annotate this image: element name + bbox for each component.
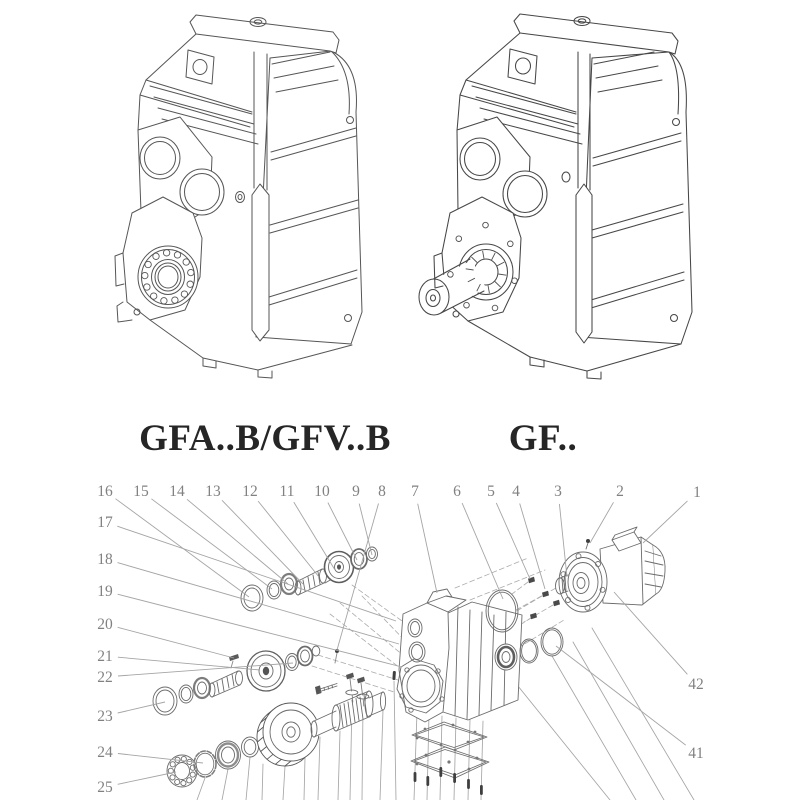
- callout-11: 11: [279, 483, 295, 501]
- callout-13: 13: [205, 483, 221, 501]
- callout-leader-9: [359, 504, 372, 555]
- callout-12: 12: [242, 483, 258, 501]
- callout-23: 23: [97, 708, 113, 726]
- callout-leader-20: [118, 627, 234, 658]
- callout-leader-1: [643, 501, 688, 543]
- callout-25: 25: [97, 779, 113, 797]
- callout-24: 24: [97, 744, 113, 762]
- callout-41: 41: [688, 745, 704, 763]
- callout-22: 22: [97, 669, 113, 687]
- gasket-and-cover-plate: [411, 722, 489, 778]
- front-screw: [392, 671, 396, 680]
- callout-16: 16: [97, 483, 113, 501]
- callout-layer: [97, 483, 704, 796]
- model-caption-gf: GF..: [508, 418, 578, 459]
- callout-14: 14: [169, 483, 185, 501]
- motor: [556, 527, 666, 612]
- callout-leader-5: [496, 503, 530, 579]
- gearbox-drawing-gf: [419, 14, 692, 379]
- oil-seal: [216, 741, 241, 769]
- callout-leader-4: [520, 504, 545, 590]
- callout-leader-11: [294, 502, 335, 570]
- callout-1: 1: [693, 484, 701, 502]
- side-panel: [580, 52, 692, 344]
- callout-6: 6: [453, 483, 461, 501]
- flange-screws: [528, 577, 560, 619]
- callout-leader-42: [614, 592, 687, 674]
- callout-leader-7: [418, 504, 437, 593]
- callout-15: 15: [133, 483, 149, 501]
- callout-3: 3: [554, 483, 562, 501]
- model-caption-gfab-gfvb: GFA..B/GFV..B: [139, 418, 391, 459]
- snap-ring: [194, 751, 216, 777]
- callout-7: 7: [411, 483, 419, 501]
- callout-leader-12: [258, 501, 319, 577]
- callout-17: 17: [97, 514, 113, 532]
- callout-8: 8: [378, 483, 386, 501]
- gearbox-drawing-gfab-gfvb: [115, 15, 362, 378]
- callout-18: 18: [97, 551, 113, 569]
- callout-leader-21: [118, 657, 260, 670]
- callout-20: 20: [97, 616, 113, 634]
- callout-9: 9: [352, 483, 360, 501]
- callout-leader-2: [590, 502, 614, 543]
- callout-2: 2: [616, 483, 624, 501]
- exploded-artwork: [153, 527, 694, 800]
- callout-19: 19: [97, 583, 113, 601]
- rib-post: [576, 184, 592, 343]
- callout-leader-6: [462, 503, 503, 599]
- exploded-parts-diagram: [0, 470, 800, 800]
- o-ring: [541, 628, 563, 656]
- rib-post: [252, 184, 269, 341]
- top-bar: [190, 15, 339, 53]
- foundation-bolts: [414, 767, 483, 795]
- callout-4: 4: [512, 483, 520, 501]
- callout-leader-18: [118, 563, 400, 644]
- top-bar: [514, 14, 678, 54]
- callout-42: 42: [688, 676, 704, 694]
- callout-leader-14: [187, 499, 288, 584]
- circlip: [520, 639, 538, 663]
- motor-flange: [559, 552, 607, 612]
- callout-10: 10: [314, 483, 330, 501]
- callout-21: 21: [97, 648, 113, 666]
- side-panel: [256, 51, 362, 344]
- callout-5: 5: [487, 483, 495, 501]
- callout-leader-25: [118, 772, 176, 784]
